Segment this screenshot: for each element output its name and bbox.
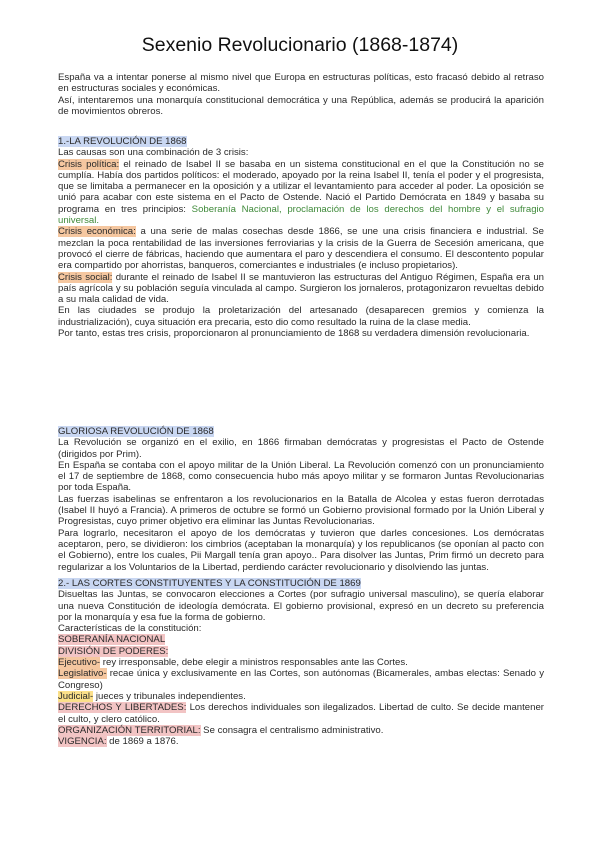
section-gloriosa (58, 426, 544, 573)
intro-paragraph-2: Así, intentaremos una monarquía constitucional democrática y una República, además se producirá la aparición de movimientos obreros. (58, 94, 544, 117)
derechos-item (58, 702, 544, 725)
legislativo-label: Legislativo- (58, 668, 107, 680)
section-revolucion-1868 (58, 136, 544, 339)
crisis-economica-paragraph (58, 226, 544, 271)
ejecutivo-text: rey irresponsable, debe elegir a ministros responsables ante las Cortes. (100, 657, 408, 669)
judicial-label: Judicial- (58, 690, 94, 702)
crisis-social-label: Crisis social: (58, 271, 113, 283)
conclusion-paragraph: Por tanto, estas tres crisis, proporcionaron al pronunciamiento de 1868 su verdadera dimensión revolucionaria. (58, 328, 530, 340)
section-cortes-constitucion (58, 578, 544, 747)
ejecutivo-item (58, 657, 544, 668)
judicial-item (58, 691, 544, 702)
section-heading-gloriosa: GLORIOSA REVOLUCIÓN DE 1868 (58, 426, 214, 437)
partido-democrata-principles: Soberanía Nacional, proclamación de los derechos del hombre y el sufragio universal. (58, 203, 545, 227)
organizacion-item (58, 725, 544, 736)
derechos-label: DERECHOS Y LIBERTADES: (58, 702, 187, 714)
crisis-politica-paragraph (58, 159, 544, 227)
crisis-politica-text: el reinado de Isabel II se basaba en un sistema constitucional en el que la Constitución no se cumplía. Había dos partidos políticos: el moderado, apoyado por la reina Isabel II, tenía el poder y el progresista, que se limitaba a permanecer en la oposición y a utilizar el levantamiento para acceder al poder. La oposición se unió para acabar con este sistema en el Pacto de Ostende. Nació el Partido Demócrata en 1849 y basaba su programa en tres principios: (58, 158, 544, 215)
gloriosa-paragraph-1: La Revolución se organizó en el exilio, en 1866 firmaban demócratas y progresistas el Pacto de Ostende (dirigidos por Prim). (58, 437, 544, 460)
ciudades-paragraph: En las ciudades se produjo la proletarización del artesanado (desaparecen gremios y comienza la industrialización), cuya situación era precaria, esto dio como resultado la ruina de la clase media. (58, 305, 544, 328)
soberania-label: SOBERANÍA NACIONAL (58, 634, 166, 646)
ejecutivo-label: Ejecutivo- (58, 657, 101, 669)
legislativo-item (58, 668, 544, 691)
crisis-economica-text: a una serie de malas cosechas desde 1866, se une una crisis financiera e industrial. Se mezclan la poca rentabilidad de las inversiones ferroviarias y la crisis de la Guerra de Secesión americana, que provocó el cierre de fábricas, haciendo que aumentara el paro y descendiera el consumo. El descontento popular era compartido por ahorristas, banqueros, comerciantes e industriales (e incluso propietarios). (58, 226, 544, 272)
causes-lead: Las causas son una combinación de 3 crisis: (58, 147, 249, 159)
division-label: DIVISIÓN DE PODERES: (58, 645, 169, 657)
vigencia-label: VIGENCIA: (58, 736, 107, 748)
gloriosa-paragraph-4: Para lograrlo, necesitaron el apoyo de los demócratas y tuvieron que darles concesiones. Los demócratas aceptaron, pero, se dividieron: los cimbrios (aceptaban la monarquía) y los republicanos (se oponían al pacto con el Gobierno), entre los cuales, Pii Margall tenía gran apoyo.. Para disolver las Juntas, Prim firmó un decreto para regularizar a los Voluntarios de la Libertad, perdiendo carácter revolucionario y disolviendo las juntas. (58, 527, 544, 573)
crisis-politica-label: Crisis política: (58, 158, 120, 170)
organizacion-label: ORGANIZACIÓN TERRITORIAL: (58, 724, 201, 736)
section-heading-2: 2.- LAS CORTES CONSTITUYENTES Y LA CONSTITUCIÓN DE 1869 (58, 578, 361, 589)
gloriosa-paragraph-2: En España se contaba con el apoyo militar de la Unión Liberal. La Revolución comenzó con un pronunciamiento el 17 de septiembre de 1868, como consecuencia hubo más apoyo militar y se formaron Juntas Revolucionarias por toda España. (58, 459, 544, 494)
derechos-text: Los derechos individuales son ilegalizados. Libertad de culto. Se decide mantener el culto, y clero católico. (58, 702, 544, 725)
vigencia-text: de 1869 a 1876. (106, 736, 179, 748)
gloriosa-paragraph-3: Las fuerzas isabelinas se enfrentaron a los revolucionarios en la Batalla de Alcolea y estas fueron derrotadas (Isabel II huyó a Francia). A primeros de octubre se formó un Gobierno provisional formado por la Unión Liberal y Progresistas, cuyo primer objetivo era eliminar las Juntas Revolucionarias. (58, 493, 544, 528)
judicial-text: jueces y tribunales independientes. (93, 690, 246, 702)
vigencia-item (58, 736, 544, 747)
cortes-paragraph-1: Disueltas las Juntas, se convocaron elecciones a Cortes (por sufragio universal masculino), se quería elaborar una nueva Constitución de ideología demócrata. El gobierno provisional, expresó en un decreto su preferencia por la monarquía y esa fue la forma de gobierno. (58, 589, 544, 623)
intro-paragraph-1: España va a intentar ponerse al mismo nivel que Europa en estructuras políticas, esto fracasó debido al retraso en estructuras sociales y económicas. (58, 72, 544, 95)
crisis-economica-label: Crisis económica: (58, 226, 136, 238)
crisis-social-paragraph (58, 272, 544, 306)
caracteristicas-lead: Características de la constitución: (58, 623, 202, 635)
intro-block (58, 72, 544, 117)
crisis-social-text: durante el reinado de Isabel II se mantuvieron las estructuras del Antiguo Régimen, España era un país agrícola y su población seguía vinculada al campo. Surgieron los jornaleros, protagonizaron revueltas debido a su mala calidad de vida. (58, 271, 544, 306)
legislativo-text: recae única y exclusivamente en las Cortes, son autónomas (Bicamerales, ambas electas: Senado y Congreso) (58, 668, 544, 691)
organizacion-text: Se consagra el centralismo administrativo. (200, 724, 384, 736)
page-title: Sexenio Revolucionario (1868-1874) (141, 34, 459, 56)
section-heading-1: 1.-LA REVOLUCIÓN DE 1868 (58, 136, 187, 147)
